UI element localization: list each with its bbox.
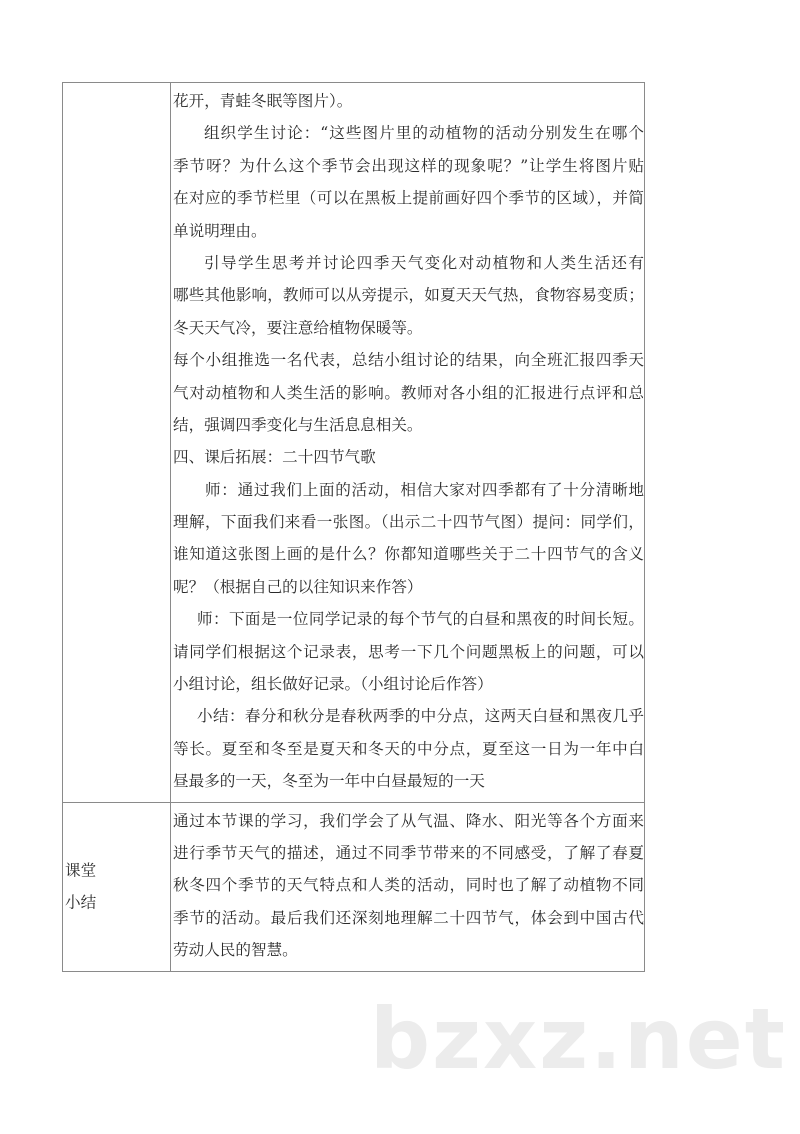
text-line: 通过本节课的学习，我们学会了从气温、降水、阳光等各个方面来: [173, 811, 644, 830]
summary-content-cell: [171, 803, 644, 971]
text-line: 小组讨论，组长做好记录。（小组讨论后作答）: [173, 675, 493, 694]
text-line: 呢？（根据自己的以往知识来作答）: [173, 577, 423, 596]
text-line: 昼最多的一天，冬至为一年中白昼最短的一天: [173, 772, 485, 791]
text-line: 请同学们根据这个记录表，思考一下几个问题黑板上的问题，可以: [173, 642, 644, 661]
text-line: 在对应的季节栏里（可以在黑板上提前画好四个季节的区域），并简: [173, 189, 644, 208]
text-line: 等长。夏至和冬至是夏天和冬天的中分点，夏至这一日为一年中白: [173, 739, 644, 758]
text-line: 师：通过我们上面的活动，相信大家对四季都有了十分清晰地: [205, 480, 644, 499]
activity-content-cell: [171, 83, 644, 802]
text-line: 引导学生思考并讨论四季天气变化对动植物和人类生活还有: [204, 253, 644, 272]
text-line: 组织学生讨论：“这些图片里的动植物的活动分别发生在哪个: [204, 124, 644, 143]
text-line: 花开，青蛙冬眠等图片）。: [173, 92, 353, 110]
text-line: 季节呀？为什么这个季节会出现这样的现象呢？”让学生将图片贴: [173, 156, 644, 175]
text-line: 进行季节天气的描述，通过不同季节带来的不同感受，了解了春夏: [173, 843, 644, 862]
summary-label-line: 课堂: [65, 861, 97, 880]
text-line: 冬天天气冷，要注意给植物保暖等。: [173, 318, 423, 337]
table-row-activity: [63, 83, 644, 802]
watermark: bzxz.net: [370, 990, 787, 1088]
text-line: 哪些其他影响，教师可以从旁提示，如夏天天气热，食物容易变质；: [173, 286, 644, 305]
text-line: 结，强调四季变化与生活息息相关。: [173, 415, 423, 434]
table-row-summary: [63, 802, 644, 971]
row-label-cell: [63, 803, 171, 971]
text-line: 秋冬四个季节的天气特点和人类的活动，同时也了解了动植物不同: [173, 876, 644, 895]
text-line: 四、课后拓展：二十四节气歌: [173, 448, 376, 467]
text-line: 理解，下面我们来看一张图。（出示二十四节气图）提问：同学们，: [173, 513, 644, 532]
text-line: 谁知道这张图上画的是什么？你都知道哪些关于二十四节气的含义: [173, 545, 644, 564]
text-line: 单说明理由。: [173, 221, 267, 240]
text-line: 小结：春分和秋分是春秋两季的中分点，这两天白昼和黑夜几乎: [197, 707, 644, 726]
summary-label-line: 小结: [65, 893, 97, 912]
row-label-cell: [63, 83, 171, 802]
text-line: 气对动植物和人类生活的影响。教师对各小组的汇报进行点评和总: [173, 383, 644, 402]
text-line: 劳动人民的智慧。: [173, 941, 298, 960]
text-line: 每个小组推选一名代表，总结小组讨论的结果，向全班汇报四季天: [173, 351, 644, 370]
text-line: 师：下面是一位同学记录的每个节气的白昼和黑夜的时间长短。: [197, 610, 644, 629]
summary-label: [65, 854, 96, 919]
text-line: 季节的活动。最后我们还深刻地理解二十四节气，体会到中国古代: [173, 908, 644, 927]
lesson-plan-table: [62, 82, 645, 972]
